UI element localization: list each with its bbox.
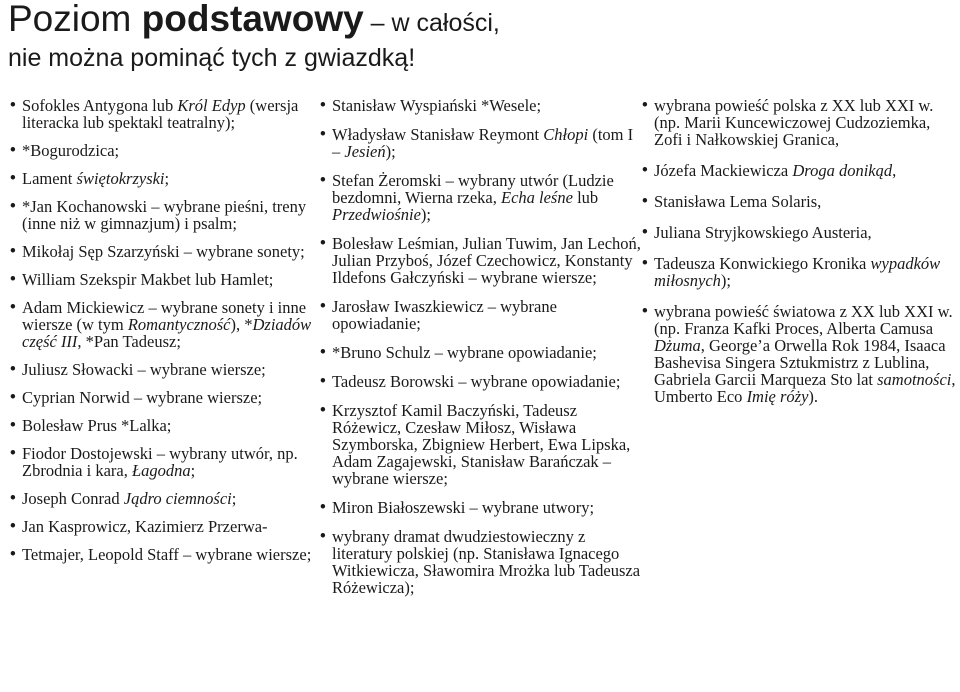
slide-title [8,0,500,71]
list-item [320,97,645,114]
item-text: Tadeusza Konwickiego Kronika [654,254,871,273]
list-item [320,499,645,516]
item-text: Józefa Mackiewicza [654,161,793,180]
item-text: ; [231,489,237,508]
item-text: ); [420,205,432,224]
list-item [10,271,325,288]
italic-title-text: Dziadów część III [22,315,312,351]
title-line-1 [8,0,500,39]
list-item [10,518,325,535]
list-item [320,373,645,390]
italic-title-text: Chłopi [543,125,589,144]
title-line-2: nie można pominąć tych z gwiazdką! [8,43,416,72]
list-item [10,361,325,378]
item-text: ; [164,169,170,188]
list-item [10,170,325,187]
list-item [320,235,645,286]
item-text: lub [572,188,599,207]
list-item [10,299,325,350]
item-text: Jarosław Iwaszkiewicz – wybrane opowiadanie; [332,297,557,333]
italic-title-text: Jądro ciemności [123,489,232,508]
item-text: , [892,161,897,180]
list-item [320,126,645,160]
list-item [10,546,325,563]
item-text: Joseph Conrad [22,489,124,508]
item-text: ; [190,461,196,480]
reading-list-column-1 [10,97,325,574]
list-item [642,303,958,405]
list-item [320,298,645,332]
italic-title-text: świętokrzyski [76,169,165,188]
title-suffix: – w całości, [363,9,500,37]
item-text: Mikołaj Sęp Szarzyński – wybrane sonety; [22,242,305,261]
item-text: Jan Kasprowicz, Kazimierz Przerwa- [22,517,268,536]
italic-title-text: Dżuma [654,336,701,355]
item-text: Sofokles Antygona lub [22,96,178,115]
item-text: , *Pan Tadeusz; [77,332,181,351]
item-text: Krzysztof Kamil Baczyński, Tadeusz Różewicz, Czesław Miłosz, Wisława Szymborska, Zbigniew Herbert, Ewa Lipska, Adam Zagajewski, Stanisław Barańczak – wybrane wiersze; [332,401,631,488]
italic-title-text: Łagodna [131,461,191,480]
list-item [10,243,325,260]
italic-title-text: wypadków miłosnych [654,254,941,290]
item-text: Stanisława Lema Solaris, [654,192,822,211]
list-item [10,417,325,434]
italic-title-text: Echa leśne [501,188,573,207]
italic-title-text: Król Edyp [177,96,246,115]
item-text: William Szekspir Makbet lub Hamlet; [22,270,274,289]
item-text: wybrany dramat dwudziestowieczny z literatury polskiej (np. Stanisława Ignacego Witkiewicza, Sławomira Mrożka lub Tadeusza Różewicza); [332,527,641,597]
item-text: ); [720,271,731,290]
item-text: wybrana powieść światowa z XX lub XXI w. (np. Franza Kafki Proces, Alberta Camusa [654,302,953,338]
item-text: Miron Białoszewski – wybrane utwory; [332,498,595,517]
item-text: Cyprian Norwid – wybrane wiersze; [22,388,263,407]
list-item [10,490,325,507]
item-text: , George’a Orwella Rok 1984, Isaaca Bashevisa Singera Sztukmistrz z Lublina, Gabriela Garcii Marqueza Sto lat [654,336,946,389]
item-text: Juliana Stryjkowskiego Austeria, [654,223,872,242]
item-text: ). [808,387,819,406]
italic-title-text: Przedwiośnie [332,205,421,224]
item-text: *Bogurodzica; [22,141,120,160]
list-item [10,389,325,406]
list-item [10,198,325,232]
item-text: Fiodor Dostojewski – wybrany utwór, np. Zbrodnia i kara, [22,444,298,480]
item-text: Tadeusz Borowski – wybrane opowiadanie; [332,372,621,391]
item-text: (tom I – [332,125,634,161]
reading-list-column-2 [320,97,645,608]
list-item [10,142,325,159]
item-text: Stanisław Wyspiański *Wesele; [332,96,542,115]
item-text: ), * [230,315,253,334]
title-plain: Poziom [8,0,142,39]
italic-title-text: samotności [877,370,952,389]
item-text: Bolesław Leśmian, Julian Tuwim, Jan Lechoń, Julian Przyboś, Józef Czechowicz, Konstanty Ildefons Gałczyński – wybrane wiersze; [332,234,641,287]
list-item [642,193,958,210]
list-item [642,162,958,179]
list-item [642,255,958,289]
item-text: wybrana powieść polska z XX lub XXI w. (np. Marii Kuncewiczowej Cudzoziemka, Zofi i Nałkowskiej Granica, [654,96,934,149]
item-text: Lament [22,169,77,188]
item-text: Tetmajer, Leopold Staff – wybrane wiersze; [22,545,312,564]
title-bold: podstawowy [141,0,364,39]
list-item [10,97,325,131]
reading-list-column-3 [642,97,958,419]
list-item [320,344,645,361]
item-text: , Umberto Eco [654,370,956,406]
italic-title-text: Droga donikąd [792,161,893,180]
item-text: Adam Mickiewicz – wybrane sonety i inne wiersze (w tym [22,298,307,334]
list-item [10,445,325,479]
item-text: *Bruno Schulz – wybrane opowiadanie; [332,343,597,362]
item-text: Bolesław Prus *Lalka; [22,416,172,435]
list-item [320,172,645,223]
italic-title-text: Romantyczność [127,315,231,334]
item-text: Juliusz Słowacki – wybrane wiersze; [22,360,266,379]
item-text: (wersja literacka lub spektakl teatralny); [22,96,299,132]
item-text: ); [385,142,396,161]
item-text: Stefan Żeromski – wybrany utwór (Ludzie bezdomni, Wierna rzeka, [332,171,614,207]
list-item [642,97,958,148]
item-text: *Jan Kochanowski – wybrane pieśni, treny (inne niż w gimnazjum) i psalm; [22,197,307,233]
item-text: Władysław Stanisław Reymont [332,125,544,144]
list-item [320,528,645,596]
list-item [320,402,645,487]
italic-title-text: Jesień [344,142,386,161]
italic-title-text: Imię róży [746,387,809,406]
list-item [642,224,958,241]
